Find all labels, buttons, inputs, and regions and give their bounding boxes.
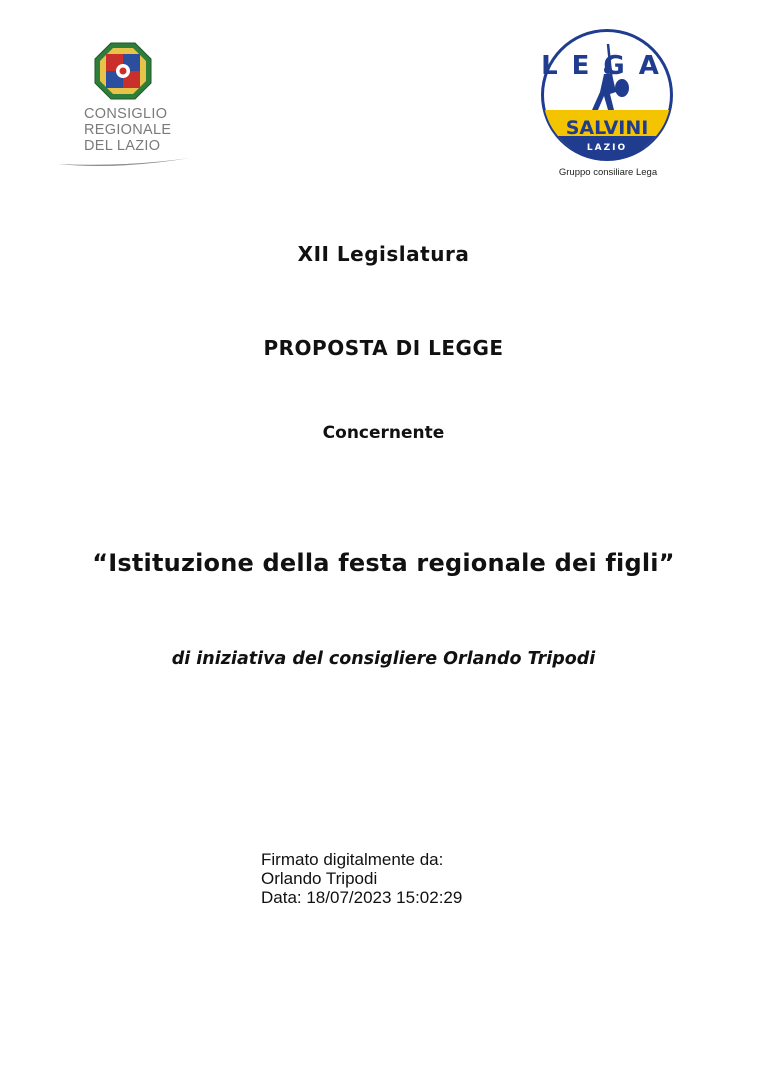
signature-name: Orlando Tripodi xyxy=(261,869,378,888)
lazio-emblem-icon xyxy=(94,42,152,100)
swoosh-decoration xyxy=(56,148,192,170)
law-title: “Istituzione della festa regionale dei figli” xyxy=(92,549,675,577)
lega-salvini-logo xyxy=(538,26,678,186)
iniziativa-line: di iniziativa del consigliere Orlando Tripodi xyxy=(171,649,596,669)
lazio-word: LAZIO xyxy=(586,143,628,153)
consiglio-logo-line1: CONSIGLIO xyxy=(84,106,168,122)
consiglio-regionale-logo xyxy=(56,40,192,170)
proposta-di-legge-heading: PROPOSTA DI LEGGE xyxy=(263,336,504,360)
salvini-word: SALVINI xyxy=(565,117,649,139)
signature-date: Data: 18/07/2023 15:02:29 xyxy=(261,888,463,907)
digital-signature-block xyxy=(261,850,462,907)
gruppo-consiliare-caption: Gruppo consiliare Lega xyxy=(558,167,658,178)
legislatura-heading: XII Legislatura xyxy=(297,242,470,266)
signature-label: Firmato digitalmente da: xyxy=(261,850,444,869)
consiglio-logo-text xyxy=(84,106,171,154)
consiglio-logo-line3: DEL LAZIO xyxy=(84,138,161,154)
lega-salvini-lazio-emblem-icon xyxy=(538,26,676,164)
concernente-label: Concernente xyxy=(322,423,445,443)
lega-word: LEGA xyxy=(541,51,673,81)
consiglio-logo-line2: REGIONALE xyxy=(84,122,172,138)
